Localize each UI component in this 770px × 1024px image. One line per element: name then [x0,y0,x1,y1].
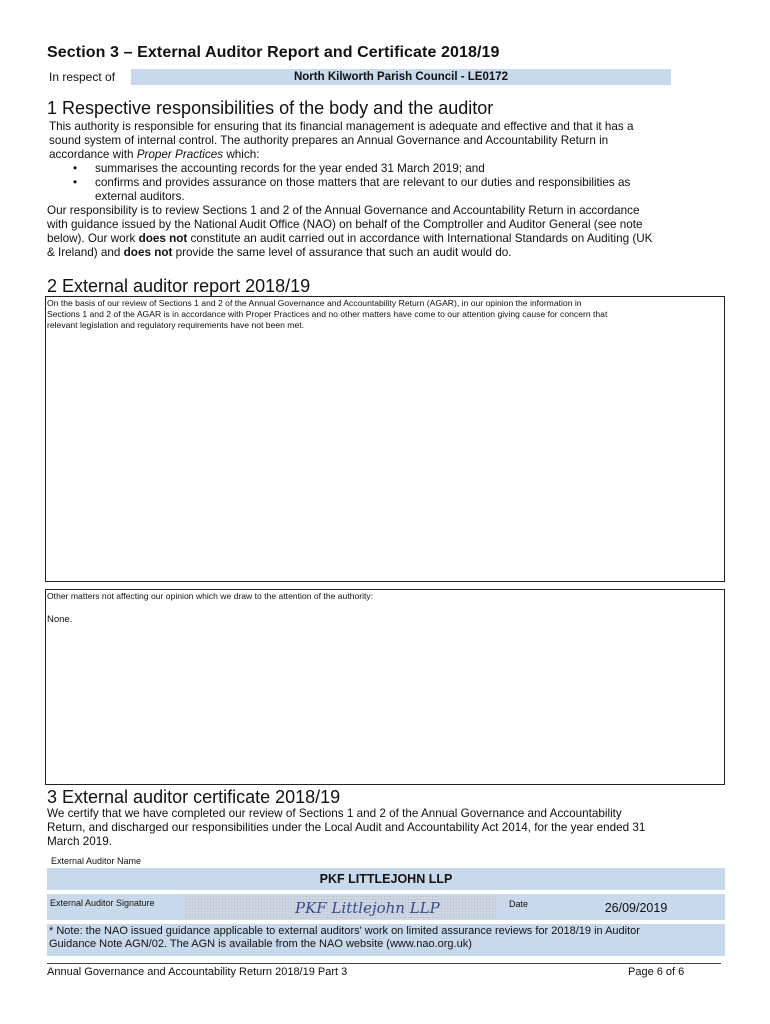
para2-line4-pre: & Ireland) and [47,246,124,259]
para1-line3-pre: accordance with [49,148,137,161]
section1-para1-line1: This authority is responsible for ensuring that its financial management is adequate and effective and that it has a [49,120,634,133]
report-line: relevant legislation and regulatory requirements have not been met. [47,320,305,330]
page-number: Page 6 of 6 [628,966,685,978]
para2-line2: with guidance issued by the National Audit Office (NAO) on behalf of the Comptroller and Auditor General (see note [47,218,643,231]
proper-practices-text: Proper Practices [136,148,224,161]
section1-para2 [47,204,737,260]
authority-name-field: North Kilworth Parish Council - LE0172 [131,69,671,85]
other-matters-box [45,589,725,785]
auditor-name-label: External Auditor Name [51,856,142,866]
section3-line2: Return, and discharged our responsibilities under the Local Audit and Accountability Act 2014, for the year ended 31 [47,821,646,834]
report-line: On the basis of our review of Sections 1 and 2 of the Annual Governance and Accountability Return (AGAR), in our opinion the information in [47,298,582,308]
para1-line3-post: which: [223,148,260,161]
section3-line3: March 2019. [47,835,112,848]
other-matters-label: Other matters not affecting our opinion which we draw to the attention of the authority: [47,591,374,601]
bullet-item: • confirms and provides assurance on those matters that are relevant to our duties and responsibilities as [49,176,729,190]
signature-field [185,895,497,919]
does-not-bold: does not [123,246,173,259]
section3-heading: 3 External auditor certificate 2018/19 [47,787,341,807]
section2-heading: 2 External auditor report 2018/19 [47,276,311,296]
other-matters-value: None. [47,614,73,625]
signature-label: External Auditor Signature [50,898,155,908]
footer-title: Annual Governance and Accountability Return 2018/19 Part 3 [47,966,348,978]
section1-heading: 1 Respective responsibilities of the body and the auditor [47,98,494,118]
section1-body [49,120,729,204]
para2-line4-post: provide the same level of assurance that such an audit would do. [172,246,512,259]
auditor-report-box [45,296,725,582]
does-not-bold: does not [138,232,188,245]
nao-note [47,924,725,956]
page-title: Section 3 – External Auditor Report and Certificate 2018/19 [47,44,500,61]
section3-line1: We certify that we have completed our review of Sections 1 and 2 of the Annual Governance and Accountability [47,807,622,820]
bullet-item: • summarises the accounting records for the year ended 31 March 2019; and [49,162,729,176]
footer-divider [47,963,721,964]
date-label: Date [509,899,529,909]
section3-body [47,807,737,849]
para2-line3-pre: below). Our work [47,232,139,245]
bullet-continuation: external auditors. [95,190,185,203]
section1-para1-line3 [49,148,729,162]
para2-line3-post: constitute an audit carried out in accordance with International Standards on Auditing (UK [187,232,653,245]
para2-line3 [47,232,737,246]
auditor-name-field: PKF LITTLEJOHN LLP [47,868,725,890]
handwritten-signature [185,895,497,919]
section1-para1-line2: sound system of internal control. The authority prepares an Annual Governance and Accountability Return in [49,134,609,147]
date-field: 26/09/2019 [604,901,668,915]
signature-scrawl: PKF Littlejohn LLP [295,899,440,917]
in-respect-label: In respect of [49,70,116,84]
nao-note-line1: * Note: the NAO issued guidance applicable to external auditors' work on limited assurance reviews for 2018/19 in Auditor [49,925,640,937]
report-line: Sections 1 and 2 of the AGAR is in accordance with Proper Practices and no other matters have come to our attention giving cause for concern that [47,309,608,319]
para2-line1: Our responsibility is to review Sections 1 and 2 of the Annual Governance and Accountability Return in accordance [47,204,640,217]
para2-line4 [47,246,737,260]
nao-note-line2: Guidance Note AGN/02. The AGN is available from the NAO website (www.nao.org.uk) [49,938,472,950]
